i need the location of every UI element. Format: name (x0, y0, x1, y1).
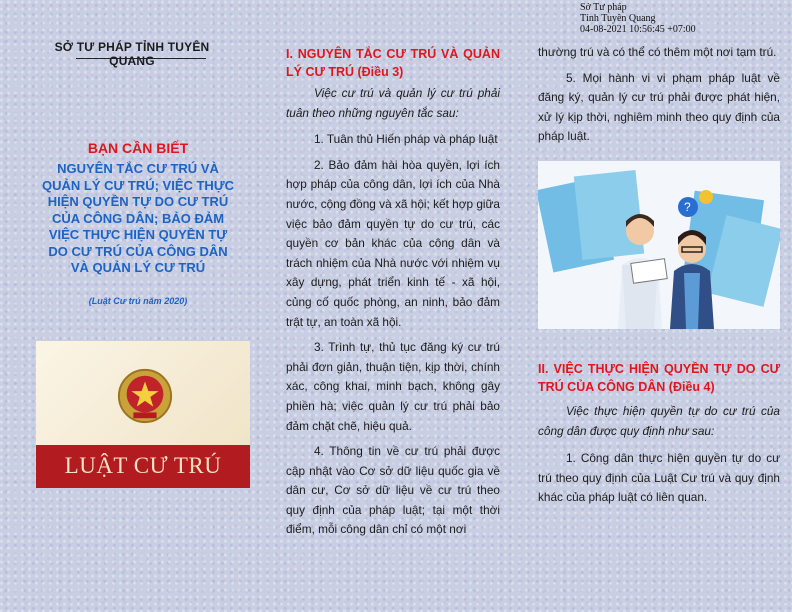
title-line: DO CƯ TRÚ CỦA CÔNG DÂN (48, 243, 228, 259)
section-2 (538, 360, 780, 508)
citizen-registration-illustration (538, 161, 780, 329)
principle-3: 3. Trình tự, thủ tục đăng ký cư trú phải đơn giản, thuận tiện, kịp thời, chính xác, công khai, minh bạch, không gây phiền hà; việc quản lý cư trú phải bảo đảm chặt chẽ, hiệu quả. (286, 340, 500, 433)
title-line: CỦA CÔNG DÂN; BẢO ĐẢM (51, 210, 225, 226)
agency-underline (76, 58, 206, 59)
principle-4-continued: thường trú và có thể có thêm một nơi tạm trú. (538, 45, 777, 59)
principle-5: 5. Mọi hành vi vi phạm pháp luật về đăng ký, quản lý cư trú phải được phát hiện, xử lý kịp thời, nghiêm minh theo quy định của pháp luật. (538, 70, 780, 144)
section-1-intro: Việc cư trú và quản lý cư trú phải tuân theo những nguyên tắc sau: (286, 86, 500, 120)
title-line: VÀ QUẢN LÝ CƯ TRÚ (70, 260, 206, 275)
agency-name: SỞ TƯ PHÁP TỈNH TUYÊN QUANG (54, 40, 210, 68)
law-year-note: (Luật Cư trú năm 2020) (88, 296, 188, 306)
title-line: QUẢN LÝ CƯ TRÚ; VIỆC THỰC (41, 177, 234, 193)
cover-title: LUẬT CƯ TRÚ (64, 453, 222, 478)
leaflet-title (40, 161, 236, 277)
section-1-continued (538, 43, 780, 147)
section-2-heading: II. VIỆC THỰC HIỆN QUYỀN TỰ DO CƯ TRÚ CỦA CÔNG DÂN (Điều 4) (538, 362, 780, 394)
stamp-line-3: 04-08-2021 10:56:45 +07:00 (580, 24, 696, 35)
signature-stamp (580, 2, 780, 35)
section-1-heading: I. NGUYÊN TẮC CƯ TRÚ VÀ QUẢN LÝ CƯ TRÚ (Điều 3) (286, 47, 500, 79)
title-line: NGUYÊN TẮC CƯ TRÚ VÀ (57, 161, 219, 176)
law-book-cover (36, 341, 250, 488)
right-1: 1. Công dân thực hiện quyền tự do cư trú theo quy định của Luật Cư trú và quy định khác của pháp luật có liên quan. (538, 451, 780, 505)
stamp-line-2: Tỉnh Tuyên Quang (580, 13, 656, 24)
principle-1: 1. Tuân thủ Hiến pháp và pháp luật (314, 132, 498, 147)
svg-text:?: ? (684, 200, 691, 214)
principle-2: 2. Bảo đảm hài hòa quyền, lợi ích hợp pháp của công dân, lợi ích của Nhà nước, cộng đồng và xã hội; kết hợp giữa việc bảo đảm quyền tự do cư trú, các quyền cơ bản khác của công dân và trách nhiệm của Nhà nước với nhiệm vụ xây dựng, phát triển kinh tế - xã hội, củng cố quốc phòng, an ninh, bảo đảm trật tự, an toàn xã hội. (286, 157, 500, 329)
national-emblem-icon (116, 367, 174, 425)
title-line: VIỆC THỰC HIỆN QUYỀN TỰ (48, 227, 228, 242)
principle-4: 4. Thông tin về cư trú phải được cập nhật vào Cơ sở dữ liệu quốc gia về dân cư, Cơ sở dữ liệu về cư trú theo quy định của pháp luật; tại một thời điểm, mỗi công dân chỉ có một nơi (286, 444, 500, 537)
ban-can-biet-heading: BẠN CẦN BIẾT (87, 140, 189, 156)
stamp-line-1: Sở Tư pháp (580, 2, 627, 13)
section-1 (286, 45, 500, 540)
title-line: HIỆN QUYỀN TỰ DO CƯ TRÚ (47, 194, 229, 209)
section-2-intro: Việc thực hiện quyền tự do cư trú của công dân được quy định như sau: (538, 404, 780, 438)
